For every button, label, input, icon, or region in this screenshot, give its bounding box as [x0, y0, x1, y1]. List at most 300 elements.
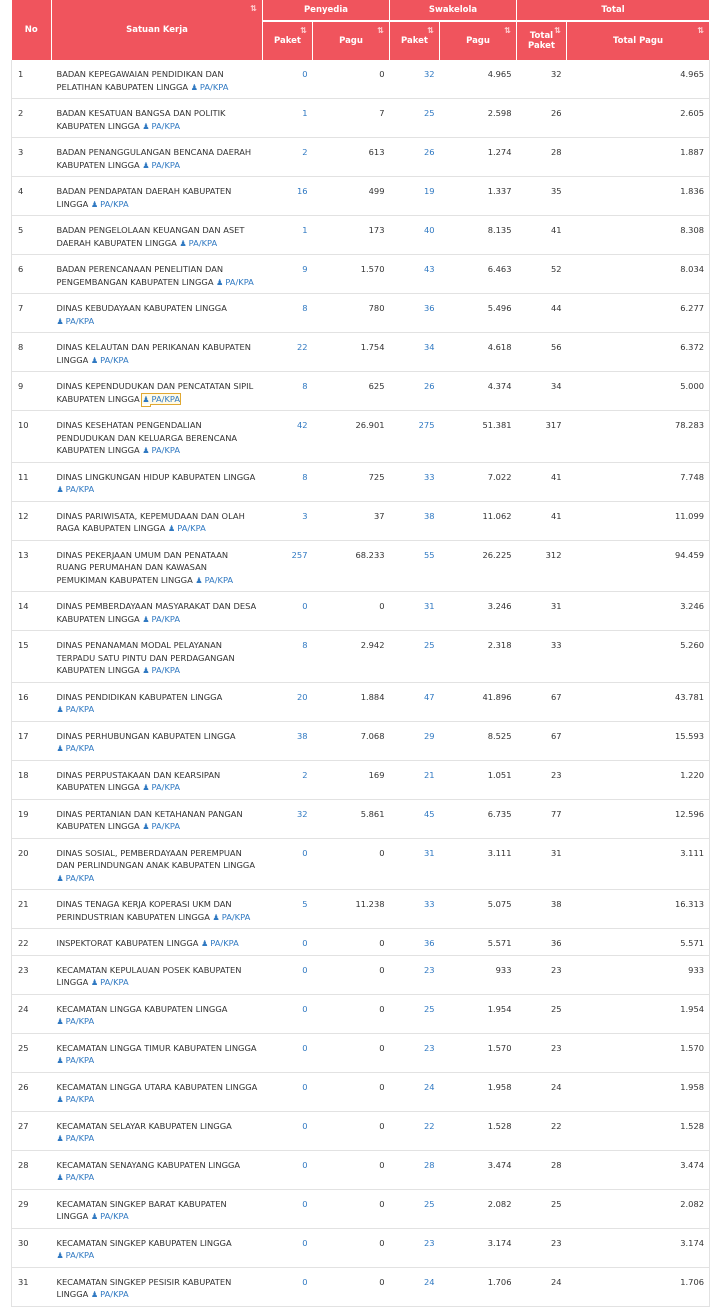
table-row [12, 294, 710, 333]
pa-kpa-label: PA/KPA [65, 1250, 95, 1260]
swakelola-paket-link[interactable]: 38 [423, 510, 435, 521]
row-number: 26 [12, 1072, 52, 1111]
swakelola-paket-link[interactable]: 33 [423, 899, 435, 909]
pa-kpa-link[interactable] [142, 782, 180, 792]
sort-icon[interactable]: ⇅ [697, 26, 705, 35]
swakelola-paket-link[interactable]: 32 [423, 69, 435, 79]
rup-summary-table [11, 0, 710, 1307]
penyedia-paket-cell [263, 333, 313, 372]
row-number: 12 [12, 501, 52, 540]
swakelola-paket-link[interactable]: 31 [423, 601, 435, 611]
satuan-kerja-cell [52, 682, 263, 721]
penyedia-paket-link[interactable]: 38 [296, 730, 308, 741]
pa-kpa-link[interactable] [57, 743, 95, 753]
penyedia-pagu-cell: 0 [313, 592, 390, 631]
pa-kpa-link[interactable] [201, 938, 239, 948]
row-number: 3 [12, 138, 52, 177]
row-number: 28 [12, 1150, 52, 1189]
swakelola-paket-link[interactable]: 47 [423, 691, 435, 702]
total-pagu-cell: 2.605 [567, 99, 710, 138]
user-icon: ♟ [56, 1251, 64, 1260]
satuan-kerja-name: DINAS PENANAMAN MODAL PELAYANAN TERPADU SATU PINTU DAN PERDAGANGAN KABUPATEN LINGGA [56, 640, 235, 675]
table-row [12, 838, 710, 890]
user-icon: ♟ [56, 1056, 64, 1065]
sort-icon[interactable]: ⇅ [427, 26, 434, 35]
penyedia-pagu-cell: 5.861 [313, 799, 390, 838]
pa-kpa-link[interactable] [57, 484, 95, 494]
penyedia-paket-cell [263, 177, 313, 216]
swakelola-pagu-cell: 26.225 [440, 540, 517, 592]
penyedia-paket-link[interactable]: 0 [302, 1081, 308, 1092]
swakelola-paket-link[interactable]: 19 [423, 186, 435, 196]
penyedia-paket-link[interactable]: 9 [302, 264, 308, 274]
table-row [12, 540, 710, 592]
total-pagu-cell: 933 [567, 955, 710, 994]
satuan-kerja-cell [52, 1189, 263, 1228]
pa-kpa-label: PA/KPA [65, 1094, 95, 1104]
total-paket-cell: 25 [517, 994, 567, 1033]
pa-kpa-link[interactable] [213, 912, 251, 922]
table-row [12, 760, 710, 799]
swakelola-paket-link[interactable]: 25 [423, 1003, 435, 1014]
pa-kpa-link[interactable] [180, 238, 218, 248]
penyedia-paket-link[interactable]: 22 [296, 342, 308, 352]
row-number: 6 [12, 255, 52, 294]
penyedia-paket-link[interactable]: 5 [302, 899, 308, 909]
row-number: 23 [12, 955, 52, 994]
pa-kpa-label: PA/KPA [151, 613, 181, 624]
total-pagu-cell: 4.965 [567, 60, 710, 99]
swakelola-pagu-cell: 4.618 [440, 333, 517, 372]
satuan-kerja-cell [52, 1033, 263, 1072]
total-pagu-cell: 1.836 [567, 177, 710, 216]
total-pagu-cell: 1.887 [567, 138, 710, 177]
pa-kpa-label: PA/KPA [65, 872, 95, 883]
pa-kpa-link[interactable] [91, 977, 129, 987]
table-row [12, 1033, 710, 1072]
pa-kpa-label: PA/KPA [151, 120, 181, 131]
swakelola-paket-link[interactable]: 26 [423, 147, 435, 157]
pa-kpa-label: PA/KPA [100, 198, 129, 209]
satuan-kerja-name: DINAS PENDIDIKAN KABUPATEN LINGGA [56, 691, 223, 702]
swakelola-paket-link[interactable]: 33 [423, 471, 435, 482]
pa-kpa-link[interactable] [142, 445, 180, 455]
total-paket-cell: 35 [517, 177, 567, 216]
total-paket-cell: 38 [517, 890, 567, 929]
swakelola-paket-link[interactable]: 55 [423, 549, 435, 560]
penyedia-paket-link[interactable]: 20 [296, 691, 308, 702]
penyedia-paket-link[interactable]: 2 [302, 147, 308, 157]
penyedia-paket-link[interactable]: 0 [302, 69, 308, 79]
table-row [12, 1111, 710, 1150]
pa-kpa-link[interactable] [91, 355, 129, 365]
pa-kpa-link[interactable] [142, 821, 180, 831]
user-icon: ♟ [56, 316, 64, 326]
pa-kpa-label: PA/KPA [204, 574, 234, 585]
pa-kpa-link[interactable] [142, 665, 180, 675]
swakelola-pagu-cell: 2.082 [440, 1189, 517, 1228]
total-pagu-cell: 1.954 [567, 994, 710, 1033]
swakelola-pagu-cell: 7.022 [440, 462, 517, 501]
total-paket-cell: 24 [517, 1267, 567, 1306]
penyedia-paket-link[interactable]: 16 [296, 186, 308, 196]
total-pagu-cell: 1.706 [567, 1267, 710, 1306]
satuan-kerja-cell [52, 99, 263, 138]
swakelola-pagu-cell: 1.274 [440, 138, 517, 177]
swakelola-pagu-cell: 1.528 [440, 1111, 517, 1150]
column-header-satuan-kerja[interactable]: Satuan Kerja ⇅ [52, 0, 263, 60]
table-row [12, 994, 710, 1033]
swakelola-paket-cell [390, 177, 440, 216]
penyedia-paket-cell [263, 890, 313, 929]
penyedia-paket-link[interactable]: 3 [302, 510, 308, 521]
total-paket-cell: 52 [517, 255, 567, 294]
row-number: 27 [12, 1111, 52, 1150]
pa-kpa-link[interactable] [191, 82, 229, 92]
user-icon: ♟ [56, 744, 64, 753]
pa-kpa-link[interactable] [57, 1055, 95, 1065]
swakelola-paket-link[interactable]: 28 [423, 1159, 435, 1170]
swakelola-paket-link[interactable]: 25 [423, 108, 435, 118]
penyedia-paket-cell [263, 1072, 313, 1111]
sort-icon[interactable]: ⇅ [504, 26, 511, 35]
satuan-kerja-name: KECAMATAN KEPULAUAN POSEK KABUPATEN LINGGA [56, 964, 242, 987]
pa-kpa-label: PA/KPA [177, 523, 206, 533]
satuan-kerja-name: DINAS KEBUDAYAAN KABUPATEN LINGGA [56, 303, 227, 313]
total-pagu-cell: 3.474 [567, 1150, 710, 1189]
pa-kpa-link[interactable] [57, 316, 95, 326]
column-group-swakelola: Swakelola [390, 0, 517, 21]
satuan-kerja-name: DINAS PEMBERDAYAAN MASYARAKAT DAN DESA KABUPATEN LINGGA [56, 601, 257, 624]
total-paket-cell: 22 [517, 1111, 567, 1150]
user-icon: ♟ [56, 1017, 64, 1026]
swakelola-paket-cell [390, 333, 440, 372]
column-header-total-paket[interactable]: Total Paket ⇅ [517, 21, 567, 60]
penyedia-paket-link[interactable]: 8 [302, 303, 308, 313]
user-icon: ♟ [56, 1134, 64, 1143]
penyedia-paket-link[interactable]: 1 [302, 108, 308, 118]
table-row [12, 890, 710, 929]
swakelola-paket-cell [390, 540, 440, 592]
row-number: 25 [12, 1033, 52, 1072]
column-header-no[interactable]: No [12, 0, 52, 60]
row-number: 1 [12, 60, 52, 99]
pa-kpa-link[interactable] [142, 394, 180, 404]
total-paket-cell: 26 [517, 99, 567, 138]
table-row [12, 462, 710, 501]
pa-kpa-label: PA/KPA [221, 911, 251, 922]
user-icon: ♟ [142, 160, 150, 170]
user-icon: ♟ [142, 394, 150, 404]
pa-kpa-link[interactable] [57, 873, 95, 883]
penyedia-paket-link[interactable]: 0 [302, 938, 308, 948]
satuan-kerja-cell [52, 1228, 263, 1267]
penyedia-paket-link[interactable]: 0 [302, 1120, 308, 1131]
penyedia-paket-link[interactable]: 0 [302, 1042, 308, 1053]
swakelola-paket-cell [390, 1189, 440, 1228]
penyedia-paket-cell [263, 99, 313, 138]
swakelola-paket-link[interactable]: 23 [423, 1042, 435, 1053]
user-icon: ♟ [190, 82, 198, 92]
total-pagu-cell: 16.313 [567, 890, 710, 929]
row-number: 30 [12, 1228, 52, 1267]
swakelola-pagu-cell: 4.374 [440, 372, 517, 411]
satuan-kerja-name: DINAS TENAGA KERJA KOPERASI UKM DAN PERINDUSTRIAN KABUPATEN LINGGA [56, 899, 232, 922]
penyedia-paket-link[interactable]: 8 [302, 381, 308, 391]
pa-kpa-link[interactable] [57, 704, 95, 714]
swakelola-paket-cell [390, 955, 440, 994]
penyedia-pagu-cell: 68.233 [313, 540, 390, 592]
swakelola-paket-link[interactable]: 34 [423, 342, 435, 352]
column-header-penyedia-paket[interactable]: Paket ⇅ [263, 21, 313, 60]
penyedia-paket-link[interactable]: 0 [302, 847, 308, 858]
satuan-kerja-name: BADAN PENDAPATAN DAERAH KABUPATEN LINGGA [56, 186, 232, 209]
satuan-kerja-cell [52, 60, 263, 99]
sort-icon[interactable]: ⇅ [250, 4, 257, 13]
penyedia-pagu-cell: 0 [313, 1228, 390, 1267]
swakelola-pagu-cell: 3.174 [440, 1228, 517, 1267]
penyedia-paket-link[interactable]: 0 [302, 1237, 308, 1248]
penyedia-paket-link[interactable]: 2 [302, 769, 308, 780]
swakelola-paket-link[interactable]: 31 [423, 847, 435, 858]
satuan-kerja-cell [52, 255, 263, 294]
penyedia-paket-cell [263, 255, 313, 294]
swakelola-pagu-cell: 1.570 [440, 1033, 517, 1072]
penyedia-paket-link[interactable]: 0 [302, 1159, 308, 1170]
penyedia-pagu-cell: 26.901 [313, 411, 390, 463]
table-row [12, 721, 710, 760]
pa-kpa-link[interactable] [57, 1250, 95, 1260]
swakelola-pagu-cell: 933 [440, 955, 517, 994]
satuan-kerja-cell [52, 1267, 263, 1306]
user-icon: ♟ [168, 524, 176, 533]
satuan-kerja-cell [52, 799, 263, 838]
column-header-total-pagu[interactable]: Total Pagu ⇅ [567, 21, 710, 60]
column-header-swakelola-paket[interactable]: Paket ⇅ [390, 21, 440, 60]
user-icon: ♟ [56, 873, 64, 883]
pa-kpa-label: PA/KPA [151, 782, 181, 792]
column-header-swakelola-pagu[interactable]: Pagu ⇅ [440, 21, 517, 60]
swakelola-paket-cell [390, 60, 440, 99]
table-row [12, 682, 710, 721]
user-icon: ♟ [142, 446, 150, 455]
table-row [12, 411, 710, 463]
row-number: 21 [12, 890, 52, 929]
swakelola-paket-link[interactable]: 24 [423, 1081, 435, 1092]
penyedia-paket-link[interactable]: 0 [302, 1276, 308, 1287]
penyedia-paket-cell [263, 631, 313, 683]
satuan-kerja-name: BADAN PERENCANAAN PENELITIAN DAN PENGEMBANGAN KABUPATEN LINGGA [56, 264, 224, 287]
total-pagu-cell: 1.570 [567, 1033, 710, 1072]
total-paket-cell: 32 [517, 60, 567, 99]
satuan-kerja-name: DINAS LINGKUNGAN HIDUP KABUPATEN LINGGA [56, 471, 256, 482]
row-number: 16 [12, 682, 52, 721]
penyedia-paket-cell [263, 799, 313, 838]
swakelola-paket-link[interactable]: 22 [423, 1120, 435, 1131]
total-paket-cell: 23 [517, 1228, 567, 1267]
satuan-kerja-name: DINAS PERPUSTAKAAN DAN KEARSIPAN KABUPATEN LINGGA [56, 769, 221, 792]
penyedia-pagu-cell: 780 [313, 294, 390, 333]
pa-kpa-link[interactable] [142, 160, 180, 170]
pa-kpa-link[interactable] [168, 523, 206, 533]
penyedia-pagu-cell: 0 [313, 929, 390, 956]
row-number: 4 [12, 177, 52, 216]
penyedia-paket-link[interactable]: 8 [302, 471, 308, 482]
table-row [12, 929, 710, 956]
table-row [12, 255, 710, 294]
swakelola-paket-link[interactable]: 43 [423, 264, 435, 274]
penyedia-paket-cell [263, 411, 313, 463]
swakelola-paket-link[interactable]: 26 [423, 381, 435, 391]
satuan-kerja-cell [52, 540, 263, 592]
satuan-kerja-name: KECAMATAN SINGKEP BARAT KABUPATEN LINGGA [56, 1198, 227, 1221]
satuan-kerja-name: DINAS KELAUTAN DAN PERIKANAN KABUPATEN LINGGA [56, 342, 251, 365]
row-number: 22 [12, 929, 52, 956]
penyedia-paket-link[interactable]: 42 [296, 420, 308, 430]
penyedia-pagu-cell: 11.238 [313, 890, 390, 929]
swakelola-pagu-cell: 3.246 [440, 592, 517, 631]
satuan-kerja-name: DINAS KEPENDUDUKAN DAN PENCATATAN SIPIL KABUPATEN LINGGA [56, 381, 254, 404]
swakelola-paket-link[interactable]: 24 [423, 1276, 435, 1287]
swakelola-pagu-cell: 1.051 [440, 760, 517, 799]
user-icon: ♟ [195, 575, 203, 585]
pa-kpa-link[interactable] [142, 121, 180, 131]
sort-icon[interactable]: ⇅ [554, 26, 561, 35]
total-paket-cell: 31 [517, 838, 567, 890]
penyedia-pagu-cell: 169 [313, 760, 390, 799]
sort-icon[interactable]: ⇅ [377, 26, 384, 35]
pa-kpa-label: PA/KPA [151, 393, 181, 404]
row-number: 10 [12, 411, 52, 463]
penyedia-paket-link[interactable]: 257 [291, 549, 308, 560]
satuan-kerja-cell [52, 994, 263, 1033]
pa-kpa-link[interactable] [57, 1172, 95, 1182]
swakelola-paket-link[interactable]: 23 [423, 964, 435, 975]
total-pagu-cell: 1.528 [567, 1111, 710, 1150]
swakelola-paket-cell [390, 890, 440, 929]
pa-kpa-link[interactable] [142, 614, 180, 624]
total-paket-cell: 77 [517, 799, 567, 838]
total-pagu-cell: 15.593 [567, 721, 710, 760]
penyedia-paket-cell [263, 294, 313, 333]
swakelola-paket-link[interactable]: 21 [423, 769, 435, 780]
swakelola-pagu-cell: 1.706 [440, 1267, 517, 1306]
pa-kpa-label: PA/KPA [225, 276, 254, 287]
pa-kpa-link[interactable] [91, 1211, 129, 1221]
penyedia-paket-link[interactable]: 32 [296, 808, 308, 819]
pa-kpa-link[interactable] [57, 1094, 95, 1104]
satuan-kerja-name: DINAS PERHUBUNGAN KABUPATEN LINGGA [56, 730, 236, 741]
pa-kpa-label: PA/KPA [199, 81, 229, 92]
swakelola-pagu-cell: 3.474 [440, 1150, 517, 1189]
swakelola-pagu-cell: 5.075 [440, 890, 517, 929]
penyedia-pagu-cell: 0 [313, 955, 390, 994]
penyedia-paket-link[interactable]: 0 [302, 1198, 308, 1209]
penyedia-pagu-cell: 1.884 [313, 682, 390, 721]
penyedia-paket-link[interactable]: 0 [302, 1003, 308, 1014]
swakelola-paket-cell [390, 255, 440, 294]
total-pagu-cell: 8.034 [567, 255, 710, 294]
penyedia-pagu-cell: 7.068 [313, 721, 390, 760]
swakelola-paket-link[interactable]: 25 [423, 640, 435, 650]
swakelola-paket-link[interactable]: 25 [423, 1198, 435, 1209]
total-paket-cell: 56 [517, 333, 567, 372]
total-paket-cell: 34 [517, 372, 567, 411]
table-body [12, 60, 710, 1306]
pa-kpa-link[interactable] [57, 1016, 95, 1026]
swakelola-paket-link[interactable]: 40 [423, 225, 435, 235]
penyedia-paket-link[interactable]: 0 [302, 964, 308, 975]
swakelola-paket-cell [390, 838, 440, 890]
user-icon: ♟ [56, 1173, 64, 1182]
total-pagu-cell: 12.596 [567, 799, 710, 838]
swakelola-paket-link[interactable]: 36 [423, 938, 435, 948]
satuan-kerja-cell [52, 372, 263, 411]
swakelola-paket-cell [390, 682, 440, 721]
penyedia-pagu-cell: 0 [313, 838, 390, 890]
penyedia-paket-link[interactable]: 0 [302, 601, 308, 611]
satuan-kerja-cell [52, 890, 263, 929]
user-icon: ♟ [142, 121, 150, 131]
swakelola-paket-link[interactable]: 45 [423, 808, 435, 819]
satuan-kerja-cell [52, 177, 263, 216]
satuan-kerja-cell [52, 721, 263, 760]
swakelola-paket-cell [390, 372, 440, 411]
penyedia-pagu-cell: 0 [313, 1033, 390, 1072]
swakelola-paket-link[interactable]: 275 [418, 420, 435, 430]
swakelola-paket-link[interactable]: 23 [423, 1237, 435, 1248]
pa-kpa-link[interactable] [57, 1133, 95, 1143]
swakelola-paket-cell [390, 1072, 440, 1111]
pa-kpa-link[interactable] [91, 199, 129, 209]
table-row [12, 1072, 710, 1111]
swakelola-paket-cell [390, 216, 440, 255]
penyedia-paket-link[interactable]: 8 [302, 640, 308, 650]
pa-kpa-link[interactable] [195, 575, 233, 585]
satuan-kerja-cell [52, 838, 263, 890]
satuan-kerja-name: KECAMATAN SINGKEP PESISIR KABUPATEN LINGGA [56, 1276, 232, 1299]
swakelola-pagu-cell: 51.381 [440, 411, 517, 463]
user-icon: ♟ [142, 822, 150, 831]
swakelola-pagu-cell: 5.571 [440, 929, 517, 956]
penyedia-paket-link[interactable]: 1 [302, 225, 308, 235]
user-icon: ♟ [56, 705, 64, 714]
sort-icon[interactable]: ⇅ [300, 26, 307, 35]
swakelola-paket-link[interactable]: 36 [423, 303, 435, 313]
swakelola-paket-link[interactable]: 29 [423, 730, 435, 741]
row-number: 15 [12, 631, 52, 683]
total-pagu-cell: 94.459 [567, 540, 710, 592]
swakelola-paket-cell [390, 592, 440, 631]
table-row [12, 592, 710, 631]
pa-kpa-link[interactable] [91, 1289, 129, 1299]
satuan-kerja-cell [52, 138, 263, 177]
satuan-kerja-name: DINAS PEKERJAAN UMUM DAN PENATAAN RUANG PERUMAHAN DAN KAWASAN PEMUKIMAN KABUPATEN LINGGA [56, 549, 229, 585]
pa-kpa-link[interactable] [216, 277, 254, 287]
column-header-penyedia-pagu[interactable]: Pagu ⇅ [313, 21, 390, 60]
total-paket-cell: 41 [517, 501, 567, 540]
total-pagu-cell: 3.111 [567, 838, 710, 890]
penyedia-paket-cell [263, 540, 313, 592]
satuan-kerja-name: KECAMATAN LINGGA KABUPATEN LINGGA [56, 1003, 228, 1014]
pa-kpa-label: PA/KPA [151, 665, 181, 675]
swakelola-pagu-cell: 3.111 [440, 838, 517, 890]
satuan-kerja-cell [52, 1072, 263, 1111]
penyedia-paket-cell [263, 372, 313, 411]
total-paket-cell: 36 [517, 929, 567, 956]
penyedia-paket-cell [263, 994, 313, 1033]
total-paket-cell: 312 [517, 540, 567, 592]
